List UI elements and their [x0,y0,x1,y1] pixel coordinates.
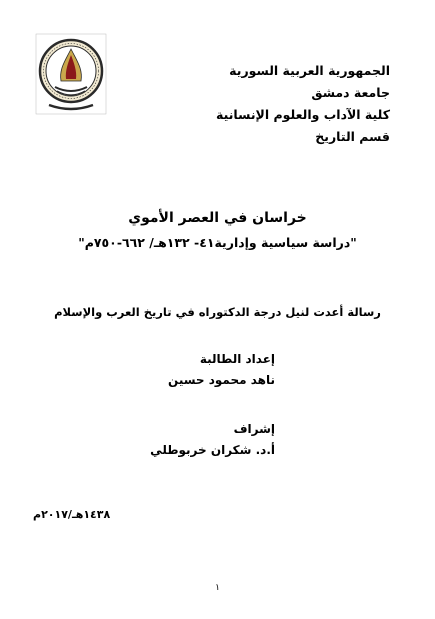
thesis-statement: رسالة أعدت لنيل درجة الدكتوراه في تاريخ العرب والإسلام [54,305,381,319]
institution-header [150,60,390,148]
header-department: قسم التاريخ [315,129,390,144]
header-university: جامعة دمشق [311,85,390,100]
header-country: الجمهورية العربية السورية [229,63,390,78]
supervision-label: إشراف [233,422,275,436]
document-title: خراسان في العصر الأموي [128,210,307,226]
prepared-by-label: إعداد الطالبة [199,352,275,366]
document-date: ١٤٣٨هـ/٢٠١٧م [33,508,111,521]
header-faculty: كلية الآداب والعلوم الإنسانية [216,107,390,122]
page-number: ١ [215,583,220,593]
university-seal-logo [35,33,107,115]
document-subtitle: "دراسة سياسية وإدارية٤١- ١٣٢هـ/ ٦٦٢-٧٥٠م" [78,235,357,250]
supervisor-name: أ.د. شكران خربوطلي [150,443,275,457]
student-name: ناهد محمود حسين [168,373,275,387]
